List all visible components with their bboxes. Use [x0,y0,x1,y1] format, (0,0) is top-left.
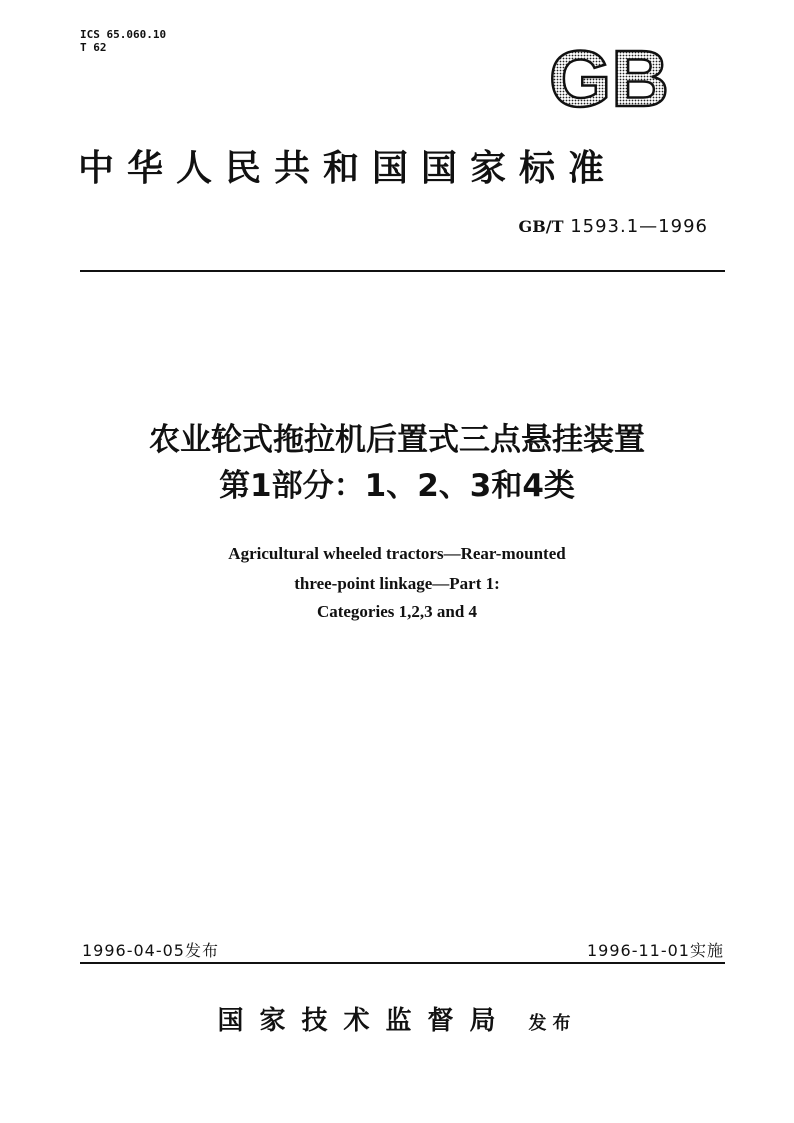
issuer-action: 发布 [528,1013,577,1034]
title-cn-line1: 农业轮式拖拉机后置式三点悬挂装置 [149,422,645,458]
class-code: T 62 [80,41,107,54]
title-cn-line2: 第1部分：1、2、3和4类 [219,468,575,504]
gb-logo [538,42,680,114]
svg-text:GB: GB [549,42,669,114]
standard-number [519,216,708,237]
ics-code: ICS 65.060.10 [80,28,167,41]
classification-codes [80,28,166,54]
header-divider [80,270,725,272]
standard-prefix: GB/T [518,217,564,236]
title-en-line3: Categories 1,2,3 and 4 [316,602,478,621]
title-en-line2: three-point linkage—Part 1: [294,574,500,593]
standard-code: 1593.1—1996 [570,216,708,237]
effective-date: 1996-11-01实施 [587,941,724,960]
issue-date: 1996-04-05发布 [82,941,219,960]
title-en-line1: Agricultural wheeled tractors—Rear-mounted [228,544,566,563]
footer-divider [80,962,725,964]
national-standard-title: 中华人民共和国国家标准 [78,148,618,189]
issuer-org: 国家技术监督局 [217,1006,512,1036]
issuer-block [0,1000,794,1037]
